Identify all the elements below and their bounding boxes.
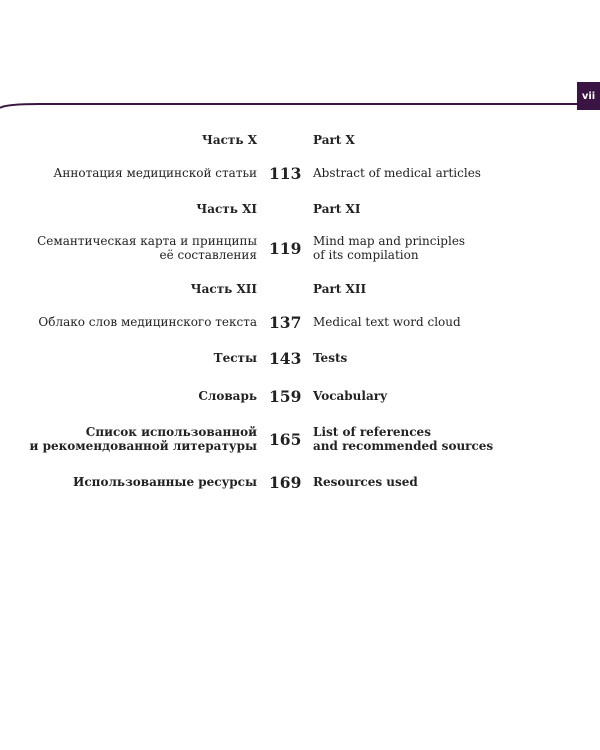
entry-title-ru: Словарь [198, 388, 257, 403]
entry-title-en [313, 234, 465, 263]
entry-title-ru-line-1: Список использованной [85, 424, 257, 439]
entry-title-en: Abstract of medical articles [313, 165, 481, 180]
entry-page-number: 137 [269, 312, 302, 332]
toc-entry-mind-map[interactable] [0, 233, 600, 263]
page-number: vii [581, 90, 596, 102]
toc-entry-abstract[interactable] [0, 164, 600, 182]
entry-title-en: Vocabulary [313, 388, 388, 403]
page-number-tab [577, 82, 600, 110]
entry-title-en: Resources used [313, 474, 418, 489]
header-rule [0, 0, 600, 120]
entry-title-ru: Облако слов медицинского текста [38, 314, 257, 329]
entry-page-number: 169 [269, 472, 302, 492]
toc-entry-resources[interactable] [0, 473, 600, 491]
toc-entry-tests[interactable] [0, 349, 600, 367]
entry-page-number: 159 [269, 386, 302, 406]
part-title-en: Part X [313, 132, 355, 147]
entry-title-ru: Тесты [213, 350, 257, 365]
toc-part-xii [0, 281, 600, 297]
toc-part-x [0, 132, 600, 148]
entry-title-ru-line-2: и рекомендованной литературы [29, 439, 257, 453]
entry-title-en [313, 425, 493, 454]
entry-page-number: 165 [269, 429, 302, 449]
part-title-ru: Часть XII [190, 281, 257, 296]
entry-title-ru: Использованные ресурсы [73, 474, 257, 489]
part-title-ru: Часть XI [196, 201, 257, 216]
toc-entry-word-cloud[interactable] [0, 313, 600, 331]
entry-title-en-line-1: Mind map and principles [313, 233, 466, 248]
toc-entry-references[interactable] [0, 424, 600, 454]
entry-title-en-line-2: and recommended sources [313, 439, 494, 453]
part-title-en: Part XII [313, 281, 367, 296]
part-title-ru: Часть X [201, 132, 257, 147]
entry-title-ru [29, 425, 257, 454]
entry-title-ru [37, 234, 257, 263]
part-title-en: Part XI [313, 201, 361, 216]
entry-title-en-line-1: List of references [313, 424, 431, 439]
entry-title-ru-line-1: Семантическая карта и принципы [37, 233, 257, 248]
entry-page-number: 143 [269, 348, 302, 368]
entry-title-en: Medical text word cloud [313, 314, 461, 329]
entry-title-en-line-2: of its compilation [313, 248, 419, 262]
entry-title-en: Tests [313, 350, 348, 365]
entry-page-number: 113 [269, 163, 302, 183]
entry-title-ru-line-2: её составления [159, 248, 257, 262]
entry-title-ru: Аннотация медицинской статьи [53, 165, 257, 180]
toc-entry-vocabulary[interactable] [0, 387, 600, 405]
toc-part-xi [0, 201, 600, 217]
entry-page-number: 119 [269, 238, 302, 258]
